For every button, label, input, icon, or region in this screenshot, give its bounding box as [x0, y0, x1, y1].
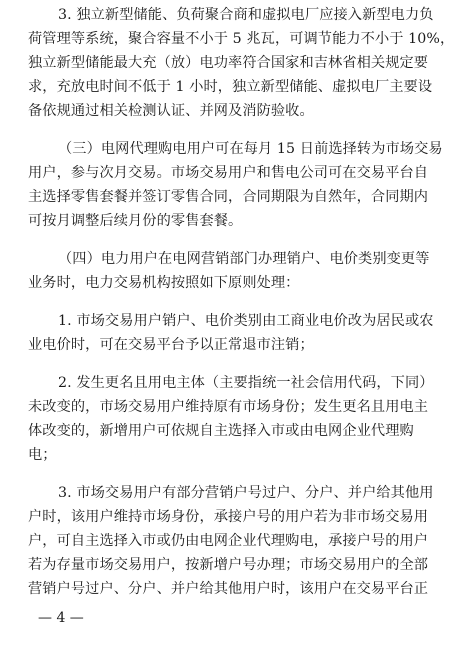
- body-line: 体改变的，新增用户可依规自主选择入市或由电网企业代理购: [28, 423, 414, 439]
- body-line: 荷管理等系统，聚合容量不小于 5 兆瓦，可调节能力不小于 10%，: [28, 31, 455, 47]
- body-line: 主选择零售套餐并签订零售合同，合同期限为自然年，合同期内: [28, 189, 429, 205]
- body-line: 1. 市场交易用户销户、电价类别由工商业电价改为居民或农: [58, 313, 434, 329]
- section-heading-line: （三）电网代理购电用户可在每月 15 日前选择转为市场交易: [58, 141, 443, 157]
- body-line: 3. 市场交易用户有部分营销户号过户、分户、并户给其他用: [58, 485, 434, 501]
- body-line: 用户，参与次月交易。市场交易用户和售电公司可在交易平台自: [28, 165, 429, 181]
- body-line: 若为存量市场交易用户，按新增户号办理；市场交易用户的全部: [28, 557, 429, 573]
- page-number: — 4 —: [38, 610, 84, 626]
- body-line: 独立新型储能最大充（放）电功率符合国家和吉林省相关规定要: [28, 55, 429, 71]
- body-line: 可按月调整后续月份的零售套餐。: [28, 213, 243, 229]
- body-line: 户，可自主选择入市或仍由电网企业代理购电，承接户号的用户: [28, 533, 429, 549]
- body-line: 业电价时，可在交易平台予以正常退市注销；: [28, 337, 314, 353]
- body-line: 营销户号过户、分户、并户给其他用户时，该用户在交易平台正: [28, 581, 429, 597]
- body-line: 备依规通过相关检测认证、并网及消防验收。: [28, 103, 314, 119]
- body-line: 求，充放电时间不低于 1 小时，独立新型储能、虚拟电厂主要设: [28, 79, 433, 95]
- section-heading-line: （四）电力用户在电网营销部门办理销户、电价类别变更等: [58, 251, 430, 267]
- body-line: 业务时，电力交易机构按照如下原则处理：: [28, 275, 300, 291]
- body-line: 户时，该用户维持市场身份，承接户号的用户若为非市场交易用: [28, 509, 429, 525]
- body-line: 3. 独立新型储能、负荷聚合商和虚拟电厂应接入新型电力负: [58, 7, 434, 23]
- body-line: 电；: [28, 447, 57, 463]
- body-line: 未改变的，市场交易用户维持原有市场身份；发生更名且用电主: [28, 399, 429, 415]
- body-line: 2. 发生更名且用电主体（主要指统一社会信用代码，下同）: [58, 375, 434, 391]
